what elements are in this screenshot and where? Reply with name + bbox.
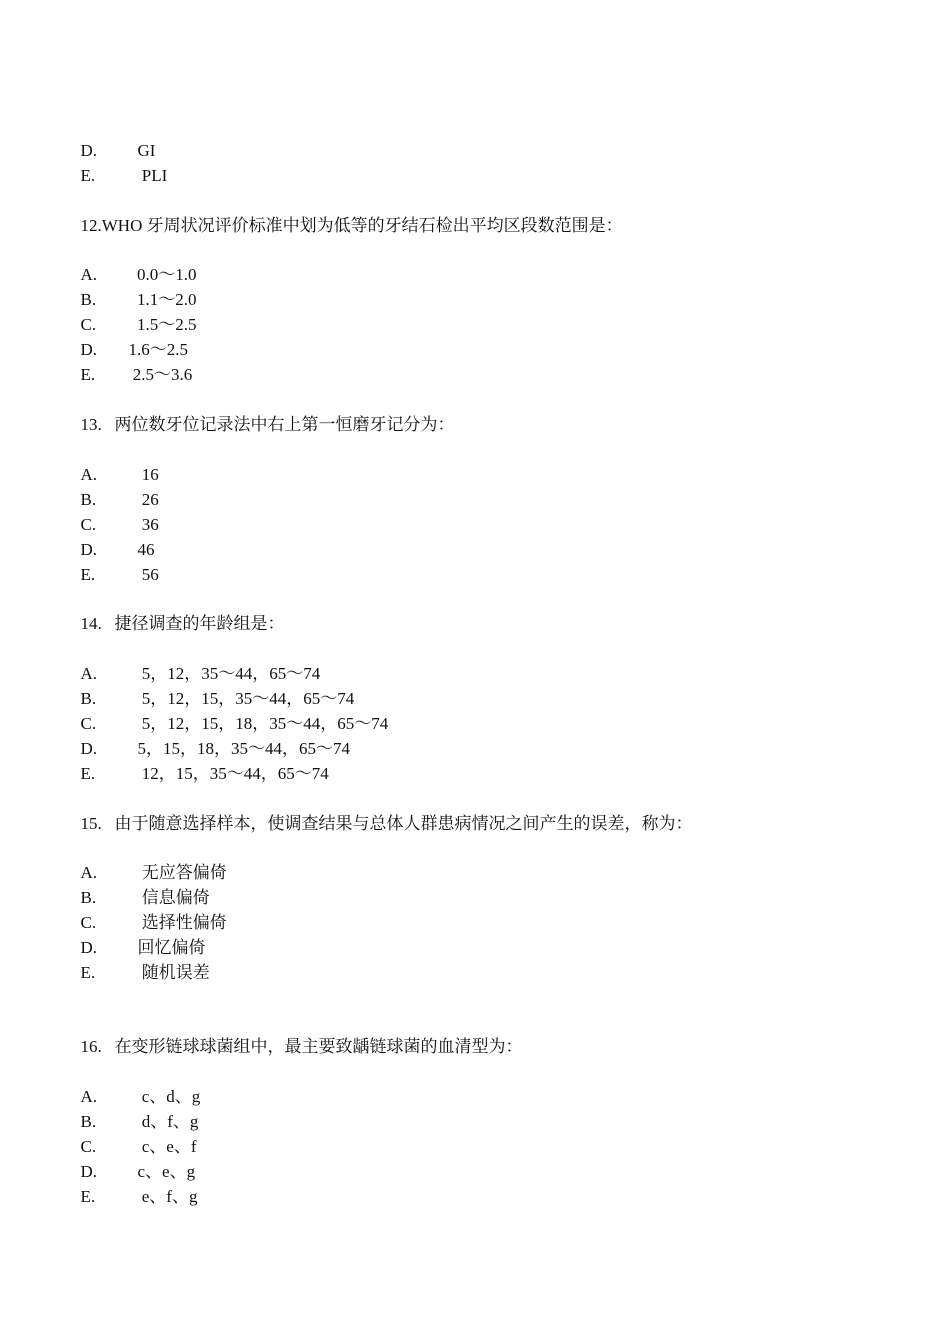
option-text: 26	[137, 490, 159, 509]
option-text: 1.5～2.5	[128, 315, 197, 334]
option-row	[72, 314, 188, 359]
option-row	[72, 239, 197, 284]
option-row	[72, 837, 227, 882]
option-text: 回忆偏倚	[137, 938, 206, 957]
option-row	[72, 1086, 199, 1131]
option-letter: D.	[80, 141, 98, 160]
option-row	[72, 1111, 197, 1156]
option-row	[72, 439, 159, 484]
option-letter: C.	[80, 913, 97, 932]
option-text: 5，12，15，18，35～44，65～74	[137, 714, 389, 733]
option-text: 12，15，35～44，65～74	[137, 764, 329, 783]
option-row	[72, 464, 159, 509]
option-text: c、e、g	[137, 1162, 196, 1181]
option-letter: E.	[80, 764, 96, 783]
question-stem	[72, 389, 455, 434]
question-text: 15. 由于随意选择样本，使调查结果与总体人群患病情况之间产生的误差，称为：	[80, 814, 693, 833]
option-letter: A.	[80, 664, 98, 683]
option-letter: A.	[80, 265, 98, 284]
option-row	[72, 688, 389, 733]
question-stem	[72, 190, 623, 235]
option-text: PLI	[137, 166, 168, 185]
option-letter: B.	[80, 689, 97, 708]
question-stem	[72, 588, 285, 633]
option-row	[72, 514, 155, 559]
option-letter: E.	[80, 565, 96, 584]
option-text: d、f、g	[137, 1112, 199, 1131]
option-text: 5，15，18，35～44，65～74	[137, 739, 350, 758]
option-letter: B.	[80, 290, 97, 309]
option-letter: D.	[80, 340, 98, 359]
option-row	[72, 862, 210, 907]
option-row	[72, 1136, 196, 1181]
question-text: 13. 两位数牙位记录法中右上第一恒磨牙记分为：	[80, 415, 455, 434]
option-row	[72, 539, 159, 584]
option-letter: A.	[80, 1087, 98, 1106]
option-row	[72, 912, 206, 957]
option-row	[72, 289, 197, 334]
option-text: 随机误差	[137, 963, 210, 982]
option-text: 0.0～1.0	[128, 265, 197, 284]
question-stem	[72, 788, 693, 833]
option-text: 36	[137, 515, 159, 534]
option-letter: C.	[80, 714, 97, 733]
question-text: 16. 在变形链球球菌组中，最主要致龋链球菌的血清型为：	[80, 1037, 523, 1056]
option-row	[72, 140, 168, 185]
option-letter: C.	[80, 315, 97, 334]
option-text: 46	[137, 540, 155, 559]
option-letter: A.	[80, 465, 98, 484]
option-row	[72, 115, 156, 160]
option-text: c、d、g	[137, 1087, 201, 1106]
option-letter: E.	[80, 365, 96, 384]
option-text: 信息偏倚	[137, 888, 210, 907]
option-letter: A.	[80, 863, 98, 882]
question-text: 12.WHO 牙周状况评价标准中划为低等的牙结石检出平均区段数范围是：	[80, 216, 623, 235]
option-letter: E.	[80, 963, 96, 982]
option-text: 5，12，15，35～44，65～74	[137, 689, 355, 708]
option-row	[72, 738, 329, 783]
option-text: 选择性偏倚	[137, 913, 227, 932]
option-letter: C.	[80, 1137, 97, 1156]
option-letter: D.	[80, 938, 98, 957]
option-text: 56	[137, 565, 159, 584]
option-row	[72, 638, 321, 683]
option-row	[72, 937, 210, 982]
option-row	[72, 1161, 198, 1206]
option-letter: D.	[80, 1162, 98, 1181]
option-letter: B.	[80, 888, 97, 907]
option-text: 16	[137, 465, 159, 484]
option-text: e、f、g	[137, 1187, 198, 1206]
option-text: 1.6～2.5	[128, 340, 188, 359]
option-letter: B.	[80, 1112, 97, 1131]
option-row	[72, 663, 355, 708]
option-letter: E.	[80, 1187, 96, 1206]
question-text: 14. 捷径调查的年龄组是：	[80, 614, 285, 633]
option-row	[72, 713, 350, 758]
option-text: 1.1～2.0	[128, 290, 197, 309]
option-text: c、e、f	[137, 1137, 197, 1156]
option-text: 5，12，35～44，65～74	[137, 664, 321, 683]
option-letter: D.	[80, 540, 98, 559]
option-text: 2.5～3.6	[128, 365, 193, 384]
option-row	[72, 887, 227, 932]
option-row	[72, 1061, 201, 1106]
option-text: 无应答偏倚	[137, 863, 227, 882]
option-letter: C.	[80, 515, 97, 534]
option-letter: E.	[80, 166, 96, 185]
question-stem	[72, 1011, 523, 1056]
option-letter: B.	[80, 490, 97, 509]
option-letter: D.	[80, 739, 98, 758]
option-row	[72, 489, 159, 534]
option-text: GI	[137, 141, 156, 160]
option-row	[72, 339, 193, 384]
option-row	[72, 264, 197, 309]
